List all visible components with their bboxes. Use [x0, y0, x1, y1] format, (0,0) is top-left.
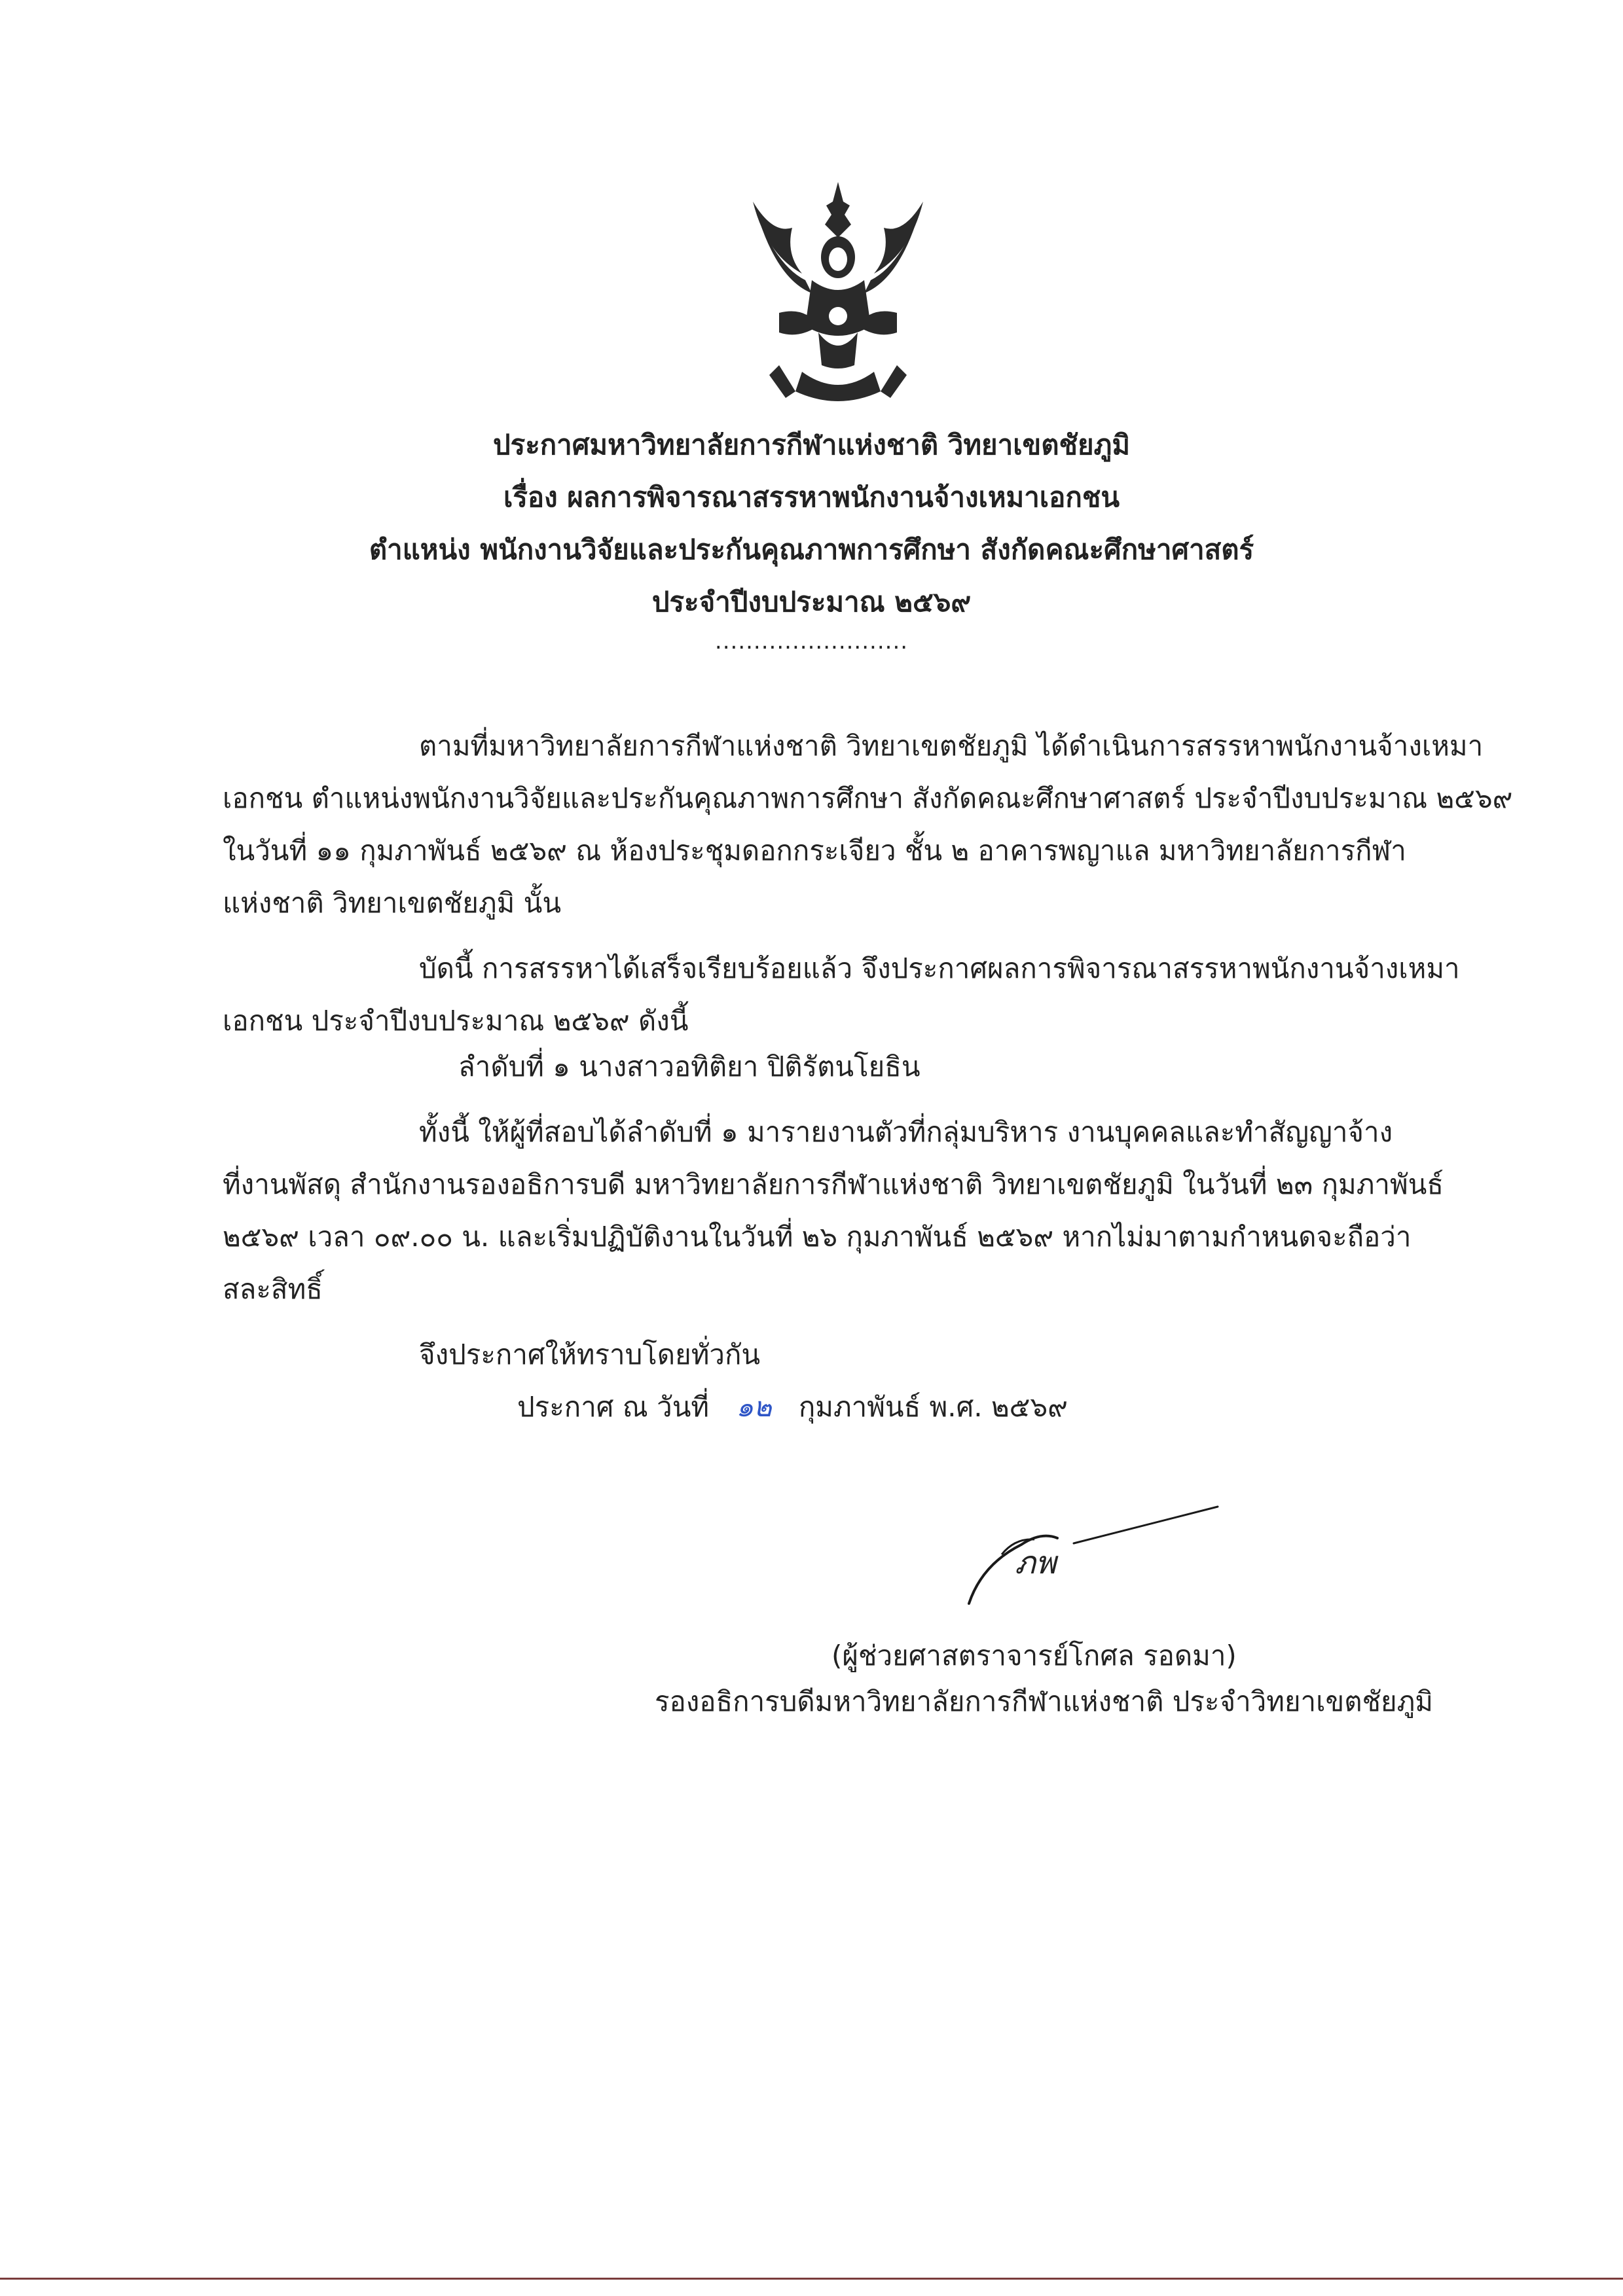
- paragraph-1-line-3: ในวันที่ ๑๑ กุมภาพันธ์ ๒๕๖๙ ณ ห้องประชุมดอกกระเจียว ชั้น ๒ อาคารพญาแล มหาวิทยาลัยการกีฬา: [223, 834, 1406, 867]
- signature: [943, 1492, 1231, 1617]
- announcement-subject: เรื่อง ผลการพิจารณาสรรหาพนักงานจ้างเหมาเอกชน: [503, 481, 1120, 513]
- signature-handwriting: ภพ: [1015, 1545, 1057, 1581]
- closing-statement: จึงประกาศให้ทราบโดยทั่วกัน: [419, 1338, 761, 1371]
- paragraph-3-line-1: ทั้งนี้ ให้ผู้ที่สอบได้ลำดับที่ ๑ มารายงานตัวที่กลุ่มบริหาร งานบุคคลและทำสัญญาจ้าง: [419, 1116, 1393, 1148]
- paragraph-1-line-2: เอกชน ตำแหน่งพนักงานวิจัยและประกันคุณภาพการศึกษา สังกัดคณะศึกษาศาสตร์ ประจำปีงบประมาณ ๒๕๖๙: [223, 782, 1513, 814]
- announcement-position: ตำแหน่ง พนักงานวิจัยและประกันคุณภาพการศึกษา สังกัดคณะศึกษาศาสตร์: [369, 533, 1254, 565]
- paragraph-3-line-4: สละสิทธิ์: [223, 1273, 323, 1305]
- announcement-date: [517, 1381, 1068, 1433]
- garuda-emblem-icon: [740, 175, 936, 411]
- announcement-fiscal-year: ประจำปีงบประมาณ ๒๕๖๙: [651, 586, 972, 618]
- paragraph-1-line-1: ตามที่มหาวิทยาลัยการกีฬาแห่งชาติ วิทยาเขตชัยภูมิ ได้ดำเนินการสรรหาพนักงานจ้างเหมา: [419, 730, 1484, 762]
- date-prefix: ประกาศ ณ วันที่: [517, 1391, 710, 1423]
- heading-separator: .........................: [714, 628, 909, 655]
- signature-scribble-icon: [943, 1492, 1231, 1617]
- handwritten-day: ๑๒: [736, 1391, 772, 1423]
- paragraph-2-line-1: บัดนี้ การสรรหาได้เสร็จเรียบร้อยแล้ว จึงประกาศผลการพิจารณาสรรหาพนักงานจ้างเหมา: [419, 952, 1460, 984]
- ranking-result: ลำดับที่ ๑ นางสาวอทิติยา ปิติรัตนโยธิน: [458, 1050, 921, 1083]
- paragraph-2-line-2: เอกชน ประจำปีงบประมาณ ๒๕๖๙ ดังนี้: [223, 1005, 689, 1037]
- signer-title: รองอธิการบดีมหาวิทยาลัยการกีฬาแห่งชาติ ประจำวิทยาเขตชัยภูมิ: [655, 1685, 1433, 1717]
- signer-name: (ผู้ช่วยศาสตราจารย์โกศล รอดมา): [831, 1640, 1237, 1672]
- paragraph-3-line-3: ๒๕๖๙ เวลา ๐๙.๐๐ น. และเริ่มปฏิบัติงานในวันที่ ๒๖ กุมภาพันธ์ ๒๕๖๙ หากไม่มาตามกำหนดจะถือว่า: [223, 1221, 1412, 1253]
- page-bottom-border: [0, 2278, 1623, 2280]
- paragraph-1-line-4: แห่งชาติ วิทยาเขตชัยภูมิ นั้น: [223, 887, 562, 919]
- date-suffix: กุมภาพันธ์ พ.ศ. ๒๕๖๙: [798, 1391, 1068, 1423]
- paragraph-3-line-2: ที่งานพัสดุ สำนักงานรองอธิการบดี มหาวิทยาลัยการกีฬาแห่งชาติ วิทยาเขตชัยภูมิ ในวันที่ ๒๓ กุมภาพันธ์: [223, 1168, 1444, 1200]
- announcement-heading: ประกาศมหาวิทยาลัยการกีฬาแห่งชาติ วิทยาเขตชัยภูมิ: [492, 429, 1131, 461]
